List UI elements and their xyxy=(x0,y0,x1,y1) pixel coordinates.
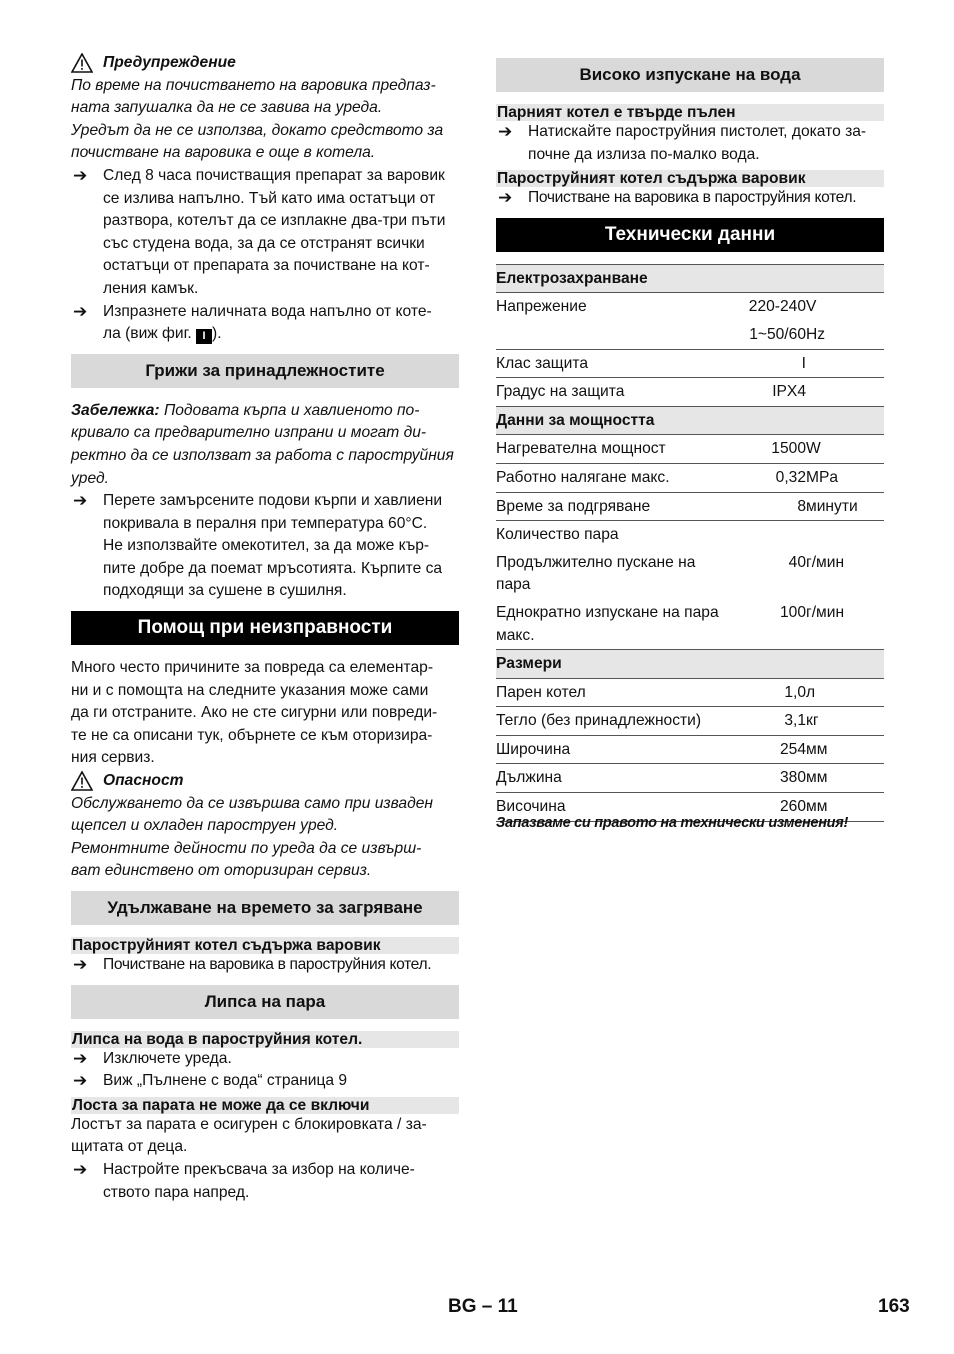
note-text: Забележка: Подовата кърпа и хавлиеното по- xyxy=(71,401,420,419)
subheading: Пароструйният котел съдържа варовик xyxy=(71,937,459,954)
figure-reference-badge: I xyxy=(196,329,212,344)
warning-line: ната запушалка да не се завива на уреда. xyxy=(71,99,383,117)
rights-notice: Запазваме си правото на технически изменения! xyxy=(496,815,848,831)
table-row: Клас защита I xyxy=(496,349,884,378)
danger-title: Опасност xyxy=(71,770,459,793)
table-row: Нагревателна мощност 1500 W xyxy=(496,435,884,464)
table-row: Парен котел 1,0 л xyxy=(496,678,884,707)
subheading: Лоста за парата не може да се включи xyxy=(71,1097,459,1114)
instruction-step: ➔ Почистване на варовика в пароструйния котел. xyxy=(71,954,459,977)
table-row: Продължително пускане на пара 40 г/мин xyxy=(496,553,845,594)
warning-line: Уредът да не се използва, докато средството за xyxy=(71,121,444,139)
arrow-right-icon: ➔ xyxy=(73,1071,88,1091)
section-heading-heatup: Удължаване на времето за загряване xyxy=(71,891,459,925)
table-row: Напрежение 220-240 V xyxy=(496,298,817,316)
table-group-row: Данни за мощността xyxy=(496,406,884,435)
left-column: Предупреждение По време на почистването на варовика предпаз- ната запушалка да не се завива на уреда. Уредът да не се използва, докато средството за почистване на варовика е още в котела. ➔ След 8 часа почистващия препарат за варовик се излива напълно. Тъй като има остатъци от разтвора, котелът да се изплакне два-три пъти със студена вода, за да се отстранят всички остатъци от препарата за почистване на кот- ления камък. ➔ Изпразнете наличната вода напълно от коте- ла (виж фиг. I ). Грижи за принадлежностите Забележка: Подовата кърпа и хавлиеното по- кривало са предварително изпрани и могат ди- ректно да се използват за работа с пароструйния уред. ➔ Перете замърсените подови кърпи и хавлиени покривала в пералня при температура 60°C. Не използвайте омекотител, за да може кър- пите добре да поемат мръсотията. Кърпите са подходящи за сушене в сушилня. Помощ при неизправности Много често причините за повреда са елементар- ни и с помощта на следните указания може сами да ги отстраните. Ако не сте сигурни или повреди- те не са описани тук, обърнете се към оторизира- ния сервиз. Опасност Обслужването да се извършва само при изваден щепсел и охладен пароструен уред. Ремонтните дейности по уреда да се извърш- ват единствено от оторизиран сервиз. Удължаване на времето за загряване Пароструйният котел съдържа варовик ➔ Почистване на варовика в пароструйния котел. Липса на пара Липса на вода в пароструйния котел. ➔ Изключете уреда. ➔ Виж „Пълнене с вода“ страница 9 Лоста за парата не може да се включи Лостът за парата е осигурен с блокировката / за- щитата от деца. ➔ Настройте прекъсвача за избор на количе- ството пара напред. xyxy=(71,52,459,1204)
section-heading-high-water: Високо изпускане на вода xyxy=(496,58,884,92)
instruction-step: ➔ Настройте прекъсвача за избор на количе- ството пара напред. xyxy=(73,1159,415,1201)
instruction-step: ➔ Изключете уреда. xyxy=(71,1048,459,1071)
table-group-row: Размери xyxy=(496,650,884,679)
arrow-right-icon: ➔ xyxy=(498,188,512,208)
warning-title: Предупреждение xyxy=(71,52,459,75)
instruction-step: ➔ Перете замърсените подови кърпи и хавлиени покривала в пералня при температура 60°C. Не използвайте омекотител, за да може кър- пите добре да поемат мръсотията. Кърпите са подходящи за сушене в сушилня. xyxy=(73,491,443,600)
instruction-step: ➔ Почистване на варовика в пароструйния котел. xyxy=(496,187,884,210)
section-heading-troubleshooting: Помощ при неизправности xyxy=(71,611,459,645)
table-group-row: Електрозахранване xyxy=(496,264,884,293)
table-row: Време за подгряване 8 минути xyxy=(496,492,884,521)
table-row: Широчина 254 мм xyxy=(496,735,884,764)
instruction-step: ➔ След 8 часа почистващия препарат за варовик се излива напълно. Тъй като има остатъци от разтвора, котелът да се изплакне два-три пъти със студена вода, за да се отстранят всички остатъци от препарата за почистване на кот- ления камък. xyxy=(73,165,446,297)
table-row: Количество пара xyxy=(496,526,619,544)
instruction-step: ➔ Изпразнете наличната вода напълно от коте- ла (виж фиг. I ). xyxy=(73,301,432,343)
arrow-right-icon: ➔ xyxy=(73,165,88,185)
arrow-right-icon: ➔ xyxy=(498,122,513,141)
table-row: 1~50/60 Hz xyxy=(496,321,884,349)
right-column xyxy=(496,50,884,822)
table-row: Градус на защита IPX4 xyxy=(496,378,884,407)
warning-line: По време на почистването на варовика предпаз- xyxy=(71,76,436,94)
warning-triangle-icon xyxy=(71,771,93,791)
page-code: BG – 11 xyxy=(448,1296,518,1317)
section-heading-no-steam: Липса на пара xyxy=(71,985,459,1019)
section-heading-tech-data: Технически данни xyxy=(496,218,884,252)
arrow-right-icon: ➔ xyxy=(73,491,88,511)
instruction-step: ➔ Виж „Пълнене с вода“ страница 9 xyxy=(71,1070,459,1093)
table-row: Еднократно изпускане на пара макс. 100 г/мин xyxy=(496,599,884,650)
table-row: Височина 260 мм xyxy=(496,793,884,822)
arrow-right-icon: ➔ xyxy=(73,1048,88,1068)
arrow-right-icon: ➔ xyxy=(73,301,88,321)
subheading: Липса на вода в пароструйния котел. xyxy=(71,1031,459,1048)
instruction-step: ➔ Натискайте пароструйния пистолет, докато за- почне да излиза по-малко вода. xyxy=(498,122,867,163)
page-number: 163 xyxy=(878,1296,910,1317)
arrow-right-icon: ➔ xyxy=(73,1159,88,1179)
section-heading-care: Грижи за принадлежностите xyxy=(71,354,459,388)
subheading: Пароструйният котел съдържа варовик xyxy=(496,170,884,187)
subheading: Парният котел е твърде пълен xyxy=(496,104,884,121)
tech-data-table xyxy=(496,264,884,822)
table-row: Дължина 380 мм xyxy=(496,764,884,793)
warning-triangle-icon xyxy=(71,53,93,73)
table-row: Тегло (без принадлежности) 3,1 кг xyxy=(496,707,884,736)
table-row: Работно налягане макс. 0,32 MPa xyxy=(496,463,884,492)
arrow-right-icon: ➔ xyxy=(73,955,87,974)
warning-line: почистване на варовика е още в котела. xyxy=(71,144,376,162)
